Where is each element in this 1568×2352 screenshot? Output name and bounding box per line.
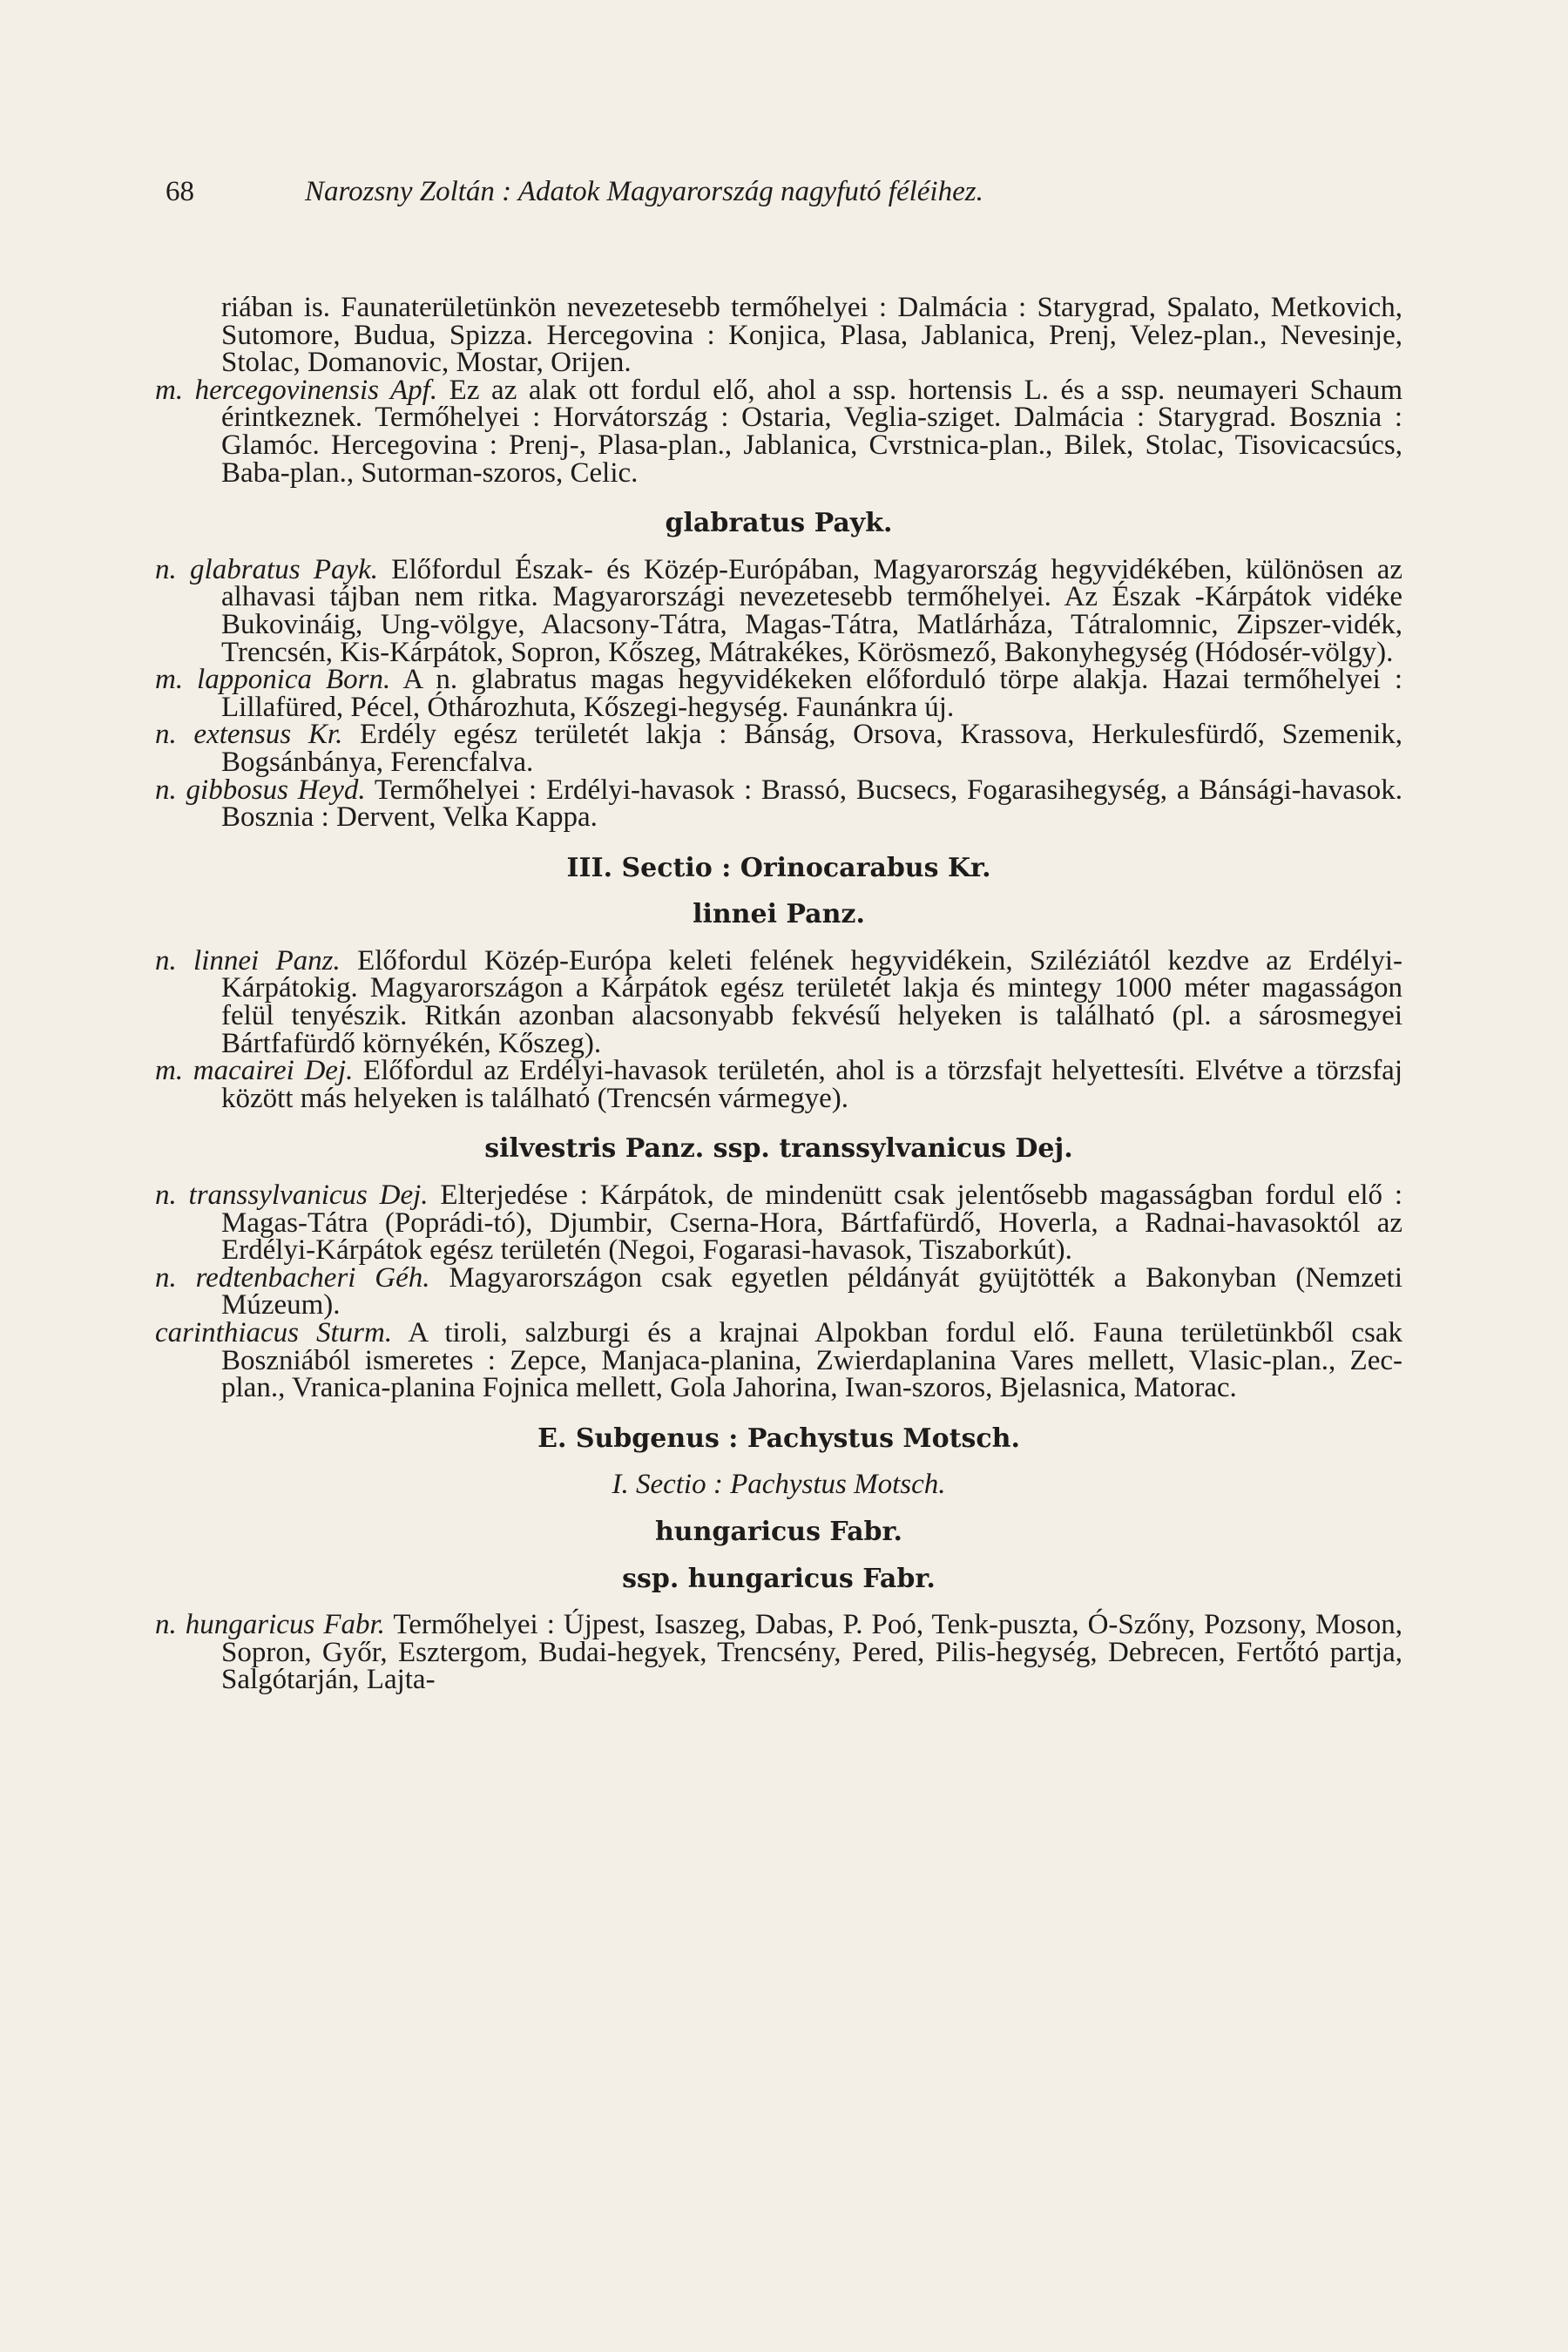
taxon-name: n. linnei Panz.: [155, 944, 341, 977]
taxon-text: Előfordul Közép-Európa keleti felének hegyvidékein, Sziléziától kezdve az Erdélyi-Kárpátokig. Magyarországon a Kárpátok egész területét lakja és mintegy 1000 méter magasságon felül tenyészik. Ritkán azonban alacsonyabb fekvésű helyeken is található (pl. a sárosmegyei Bártfafürdő környékén, Kőszeg).: [221, 944, 1403, 1059]
running-title: Narozsny Zoltán : Adatok Magyarország nagyfutó féléihez.: [305, 176, 983, 207]
taxon-entry: [155, 553, 1402, 668]
taxon-name: n. hungaricus Fabr.: [155, 1609, 385, 1641]
taxon-entry: [155, 721, 1402, 776]
taxon-name: m. lapponica Born.: [155, 664, 391, 696]
taxon-entry: [155, 1179, 1402, 1267]
taxon-text: Elterjedése : Kárpátok, de mindenütt csak jelentősebb magasságban fordul elő : Magas-Tátra (Poprádi-tó), Djumbir, Cserna-Hora, Bártfafürdő, Hoverla, a Radnai-havasoktól az Erdélyi-Kárpátok egész területén (Negoi, Fogarasi-havasok, Tiszaborkút).: [221, 1179, 1402, 1267]
taxon-entry: [155, 1609, 1402, 1696]
taxon-name: m. macairei Dej.: [155, 1055, 354, 1087]
taxon-entry: [155, 1261, 1402, 1321]
section-heading: ssp. hungaricus Fabr.: [622, 1563, 936, 1594]
taxon-entry: [155, 666, 1402, 721]
section-heading: linnei Panz.: [693, 899, 865, 930]
taxon-name: n. extensus Kr.: [155, 719, 343, 751]
text-body: [155, 294, 1402, 1694]
taxon-entry: [155, 374, 1403, 489]
section-heading: hungaricus Fabr.: [654, 1516, 903, 1547]
taxon-text: Magyarországon csak egyetlen példányát gyüjtötték a Bakonyban (Nemzeti Múzeum).: [221, 1261, 1402, 1321]
taxon-name: n. gibbosus Heyd.: [155, 774, 366, 806]
taxon-text: Ez az alak ott fordul elő, ahol a ssp. hortensis L. és a ssp. neumayeri Schaum érintkeznek. Termőhelyei : Horvátország : Ostaria, Veglia-sziget. Dalmácia : Starygrad. Bosznia : Glamóc. Hercegovina : Prenj-, Plasa-plan., Jablanica, Cvrstnica-plan., Bilek, Stolac, Tisovicacsúcs, Baba-plan., Sutorman-szoros, Celic.: [221, 374, 1403, 489]
taxon-entry: [155, 774, 1403, 834]
section-heading: E. Subgenus : Pachystus Motsch.: [537, 1423, 1020, 1454]
section-heading: glabratus Payk.: [665, 508, 893, 539]
taxon-text: Előfordul Észak- és Közép-Európában, Magyarország hegyvidékében, különösen az alhavasi tájban nem ritka. Magyarországi nevezetesebb termőhelyei. Az Észak -Kárpátok vidéke Bukovináig, Ung-völgye, Alacsony-Tátra, Magas-Tátra, Matlárháza, Tátralomnic, Zipszer-vidék, Trencsén, Kis-Kárpátok, Sopron, Kőszeg, Mátrakékes, Körösmező, Bakonyhegység (Hódosér-völgy).: [221, 553, 1402, 668]
section-heading: silvestris Panz. ssp. transsylvanicus Dej.: [484, 1133, 1073, 1165]
taxon-text: Előfordul az Erdélyi-havasok területén, ahol is a törzsfajt helyettesíti. Elvétve a törzsfaj között más helyeken is található (Trencsén vármegye).: [221, 1055, 1402, 1114]
section-heading: III. Sectio : Orinocarabus Kr.: [566, 852, 991, 883]
taxon-text: Erdély egész területét lakja : Bánság, Orsova, Krassova, Herkulesfürdő, Szemenik, Bogsánbánya, Ferencfalva.: [221, 719, 1402, 778]
section-heading: I. Sectio : Pachystus Motsch.: [612, 1469, 946, 1501]
taxon-text: A tiroli, salzburgi és a krajnai Alpokban fordul elő. Fauna területünkből csak Boszniából ismeretes : Zepce, Manjaca-planina, Zwierdaplanina Vares mellett, Vlasic-plan., Zec-plan., Vranica-planina Fojnica mellett, Gola Jahorina, Iwan-szoros, Bjelasnica, Matorac.: [221, 1317, 1402, 1404]
taxon-text: Termőhelyei : Erdélyi-havasok : Brassó, Bucsecs, Fogarasihegység, a Bánsági-havasok. Bosznia : Dervent, Velka Kappa.: [221, 774, 1403, 834]
paragraph-continuation: riában is. Faunaterületünkön nevezetesebb termőhelyei : Dalmácia : Starygrad, Spalato, Metkovich, Sutomore, Budua, Spizza. Hercegovina : Konjica, Plasa, Jablanica, Prenj, Velez-plan., Nevesinje, Stolac, Domanovic, Mostar, Orijen.: [221, 292, 1402, 379]
taxon-entry: [155, 1055, 1402, 1114]
taxon-name: n. glabratus Payk.: [155, 553, 379, 585]
taxon-entry: [155, 944, 1403, 1059]
page-number: 68: [166, 176, 194, 207]
taxon-entry: [155, 1317, 1402, 1404]
taxon-name: n. redtenbacheri Géh.: [155, 1261, 430, 1294]
taxon-text: Termőhelyei : Újpest, Isaszeg, Dabas, P. Poó, Tenk-puszta, Ó-Szőny, Pozsony, Moson, Sopron, Győr, Esztergom, Budai-hegyek, Trencsény, Pered, Pilis-hegység, Debrecen, Fertőtó partja, Salgótarján, Lajta-: [221, 1609, 1402, 1696]
taxon-name: carinthiacus Sturm.: [155, 1317, 393, 1348]
taxon-name: m. hercegovinensis Apf.: [155, 374, 438, 406]
taxon-name: n. transsylvanicus Dej.: [155, 1179, 429, 1212]
taxon-text: A n. glabratus magas hegyvidékeken előforduló törpe alakja. Hazai termőhelyei : Lillafüred, Pécel, Óthározhuta, Kőszegi-hegység. Faunánkra új.: [221, 664, 1402, 723]
